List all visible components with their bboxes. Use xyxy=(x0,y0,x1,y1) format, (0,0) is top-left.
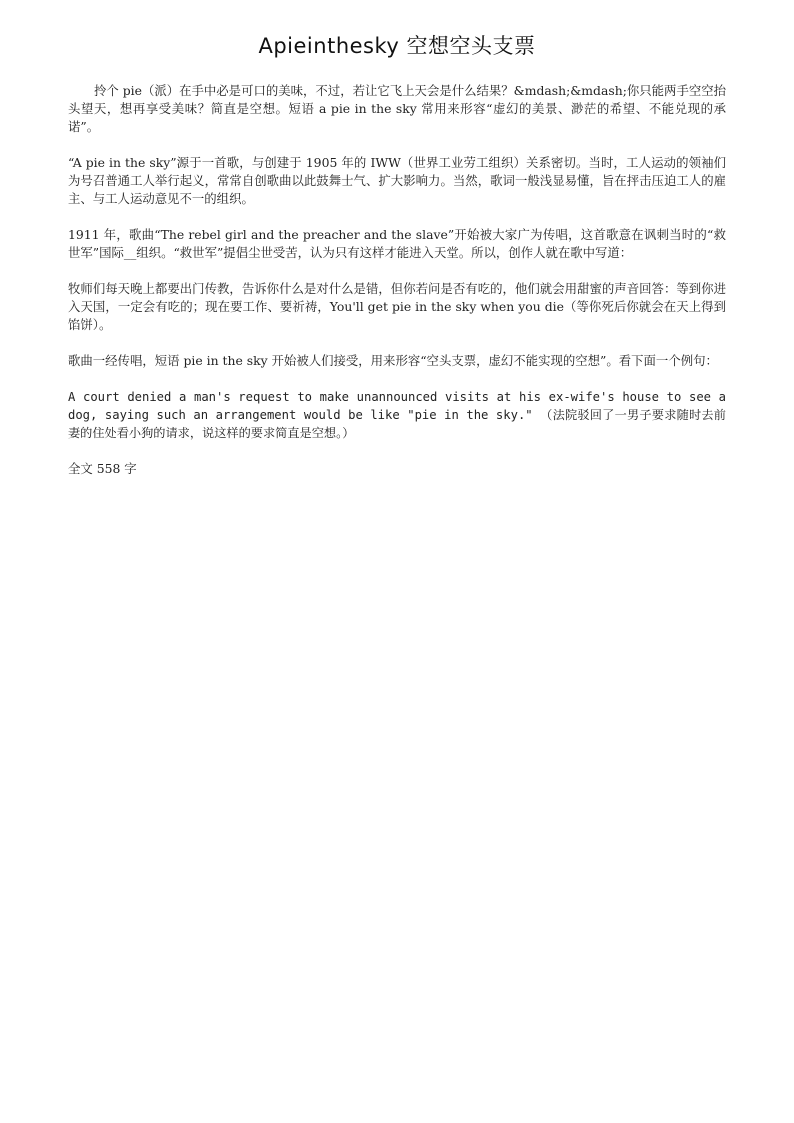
word-count: 全文 558 字 xyxy=(68,461,137,476)
paragraph-intro: 拎个 pie（派）在手中必是可口的美味，不过，若让它飞上天会是什么结果？&mdash;&mdash;你只能两手空空抬头望天，想再享受美味？简直是空想。短语 a pie in the sky 常用来形容“虚幻的美景、渺茫的希望、不能兑现的承诺”。 xyxy=(68,83,727,134)
page-title: Apieinthesky 空想空头支票 xyxy=(258,34,536,58)
paragraph-song-1911: 1911 年，歌曲“The rebel girl and the preacher and the slave”开始被大家广为传唱，这首歌意在讽刺当时的“救世军”国际__组织。“救世军”提倡尘世受苦，认为只有这样才能进入天堂。所以，创作人就在歌中写道： xyxy=(68,227,726,260)
paragraph-phrase-accepted: 歌曲一经传唱，短语 pie in the sky 开始被人们接受，用来形容“空头支票，虚幻不能实现的空想”。看下面一个例句： xyxy=(68,353,718,368)
paragraph-origin: “A pie in the sky”源于一首歌，与创建于 1905 年的 IWW（世界工业劳工组织）关系密切。当时，工人运动的领袖们为号召普通工人举行起义，常常自创歌曲以此鼓舞士气、扩大影响力。当然，歌词一般浅显易懂，旨在抨击压迫工人的雇主、与工人运动意见不一的组织。 xyxy=(68,155,726,206)
paragraph-lyrics: 牧师们每天晚上都要出门传教，告诉你什么是对什么是错，但你若问是否有吃的，他们就会用甜蜜的声音回答：等到你进入天国，一定会有吃的；现在要工作、要祈祷，You'll get pie in the sky when you die（等你死后你就会在天上得到馅饼）。 xyxy=(68,281,726,332)
paragraph-example-sentence: A court denied a man's request to make unannounced visits at his ex-wife's house to see a dog, saying such an arrangement would be like "pie in the sky." （法院驳回了一男子要求随时去前妻的住处看小狗的请求，说这样的要求简直是空想。） xyxy=(68,390,726,440)
